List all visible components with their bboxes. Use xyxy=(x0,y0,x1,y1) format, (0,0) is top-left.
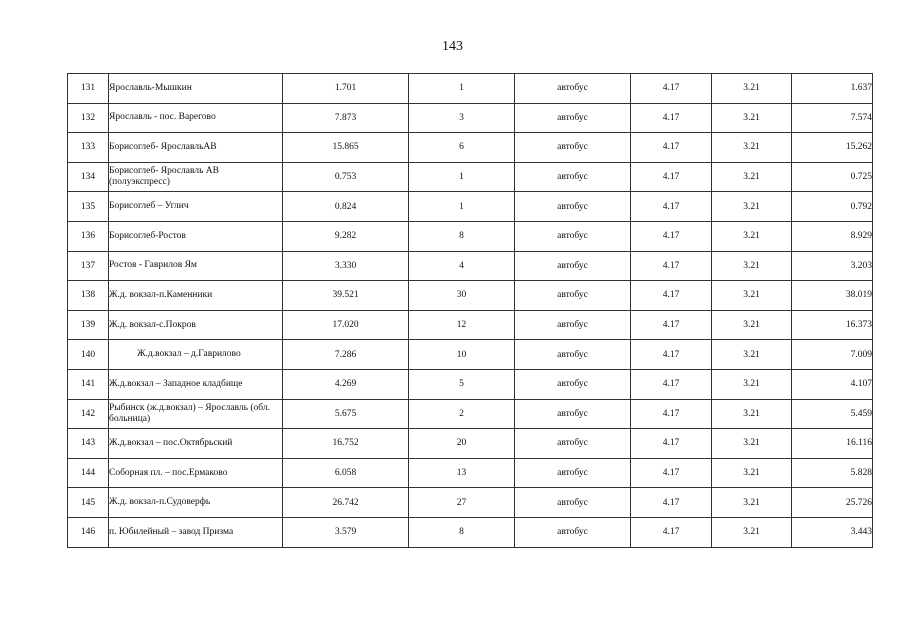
coefficient-b-cell: 3.21 xyxy=(712,458,792,488)
table-row xyxy=(68,74,873,104)
table-row xyxy=(68,251,873,281)
coefficient-a-cell: 4.17 xyxy=(631,251,712,281)
route-number-cell: 138 xyxy=(68,281,109,311)
route-result-cell: 0.792 xyxy=(792,192,873,222)
transport-type-cell: автобус xyxy=(515,251,631,281)
route-name-cell: Ж.д. вокзал-п.Судоверфь xyxy=(109,488,283,518)
transport-type-cell: автобус xyxy=(515,74,631,104)
page-number: 143 xyxy=(442,39,463,54)
route-count-cell: 3 xyxy=(409,103,515,133)
route-name-cell: Борисоглеб- ЯрославльАВ xyxy=(109,133,283,163)
route-result-cell: 1.637 xyxy=(792,74,873,104)
table-row xyxy=(68,369,873,399)
route-number-cell: 136 xyxy=(68,221,109,251)
route-length-cell: 1.701 xyxy=(283,74,409,104)
route-length-cell: 16.752 xyxy=(283,429,409,459)
transport-type-cell: автобус xyxy=(515,162,631,192)
route-number-cell: 132 xyxy=(68,103,109,133)
route-result-cell: 7.009 xyxy=(792,340,873,370)
route-length-cell: 0.753 xyxy=(283,162,409,192)
routes-table-body xyxy=(68,74,873,548)
route-length-cell: 15.865 xyxy=(283,133,409,163)
coefficient-b-cell: 3.21 xyxy=(712,103,792,133)
transport-type-cell: автобус xyxy=(515,488,631,518)
route-name-cell: Ж.д. вокзал-с.Покров xyxy=(109,310,283,340)
table-row xyxy=(68,458,873,488)
table-row xyxy=(68,488,873,518)
transport-type-cell: автобус xyxy=(515,429,631,459)
table-row xyxy=(68,517,873,547)
route-number-cell: 134 xyxy=(68,162,109,192)
route-name-cell: Ж.д. вокзал-п.Каменники xyxy=(109,281,283,311)
coefficient-b-cell: 3.21 xyxy=(712,133,792,163)
coefficient-a-cell: 4.17 xyxy=(631,162,712,192)
table-row xyxy=(68,192,873,222)
route-name-cell: Борисоглеб – Углич xyxy=(109,192,283,222)
route-length-cell: 7.873 xyxy=(283,103,409,133)
route-number-cell: 144 xyxy=(68,458,109,488)
route-result-cell: 16.373 xyxy=(792,310,873,340)
route-name-cell: Ярославль-Мышкин xyxy=(109,74,283,104)
transport-type-cell: автобус xyxy=(515,192,631,222)
coefficient-a-cell: 4.17 xyxy=(631,310,712,340)
table-row xyxy=(68,103,873,133)
route-count-cell: 2 xyxy=(409,399,515,429)
table-row xyxy=(68,133,873,163)
coefficient-b-cell: 3.21 xyxy=(712,281,792,311)
coefficient-a-cell: 4.17 xyxy=(631,488,712,518)
route-number-cell: 140 xyxy=(68,340,109,370)
coefficient-b-cell: 3.21 xyxy=(712,221,792,251)
transport-type-cell: автобус xyxy=(515,399,631,429)
routes-table xyxy=(67,73,873,548)
coefficient-a-cell: 4.17 xyxy=(631,429,712,459)
coefficient-a-cell: 4.17 xyxy=(631,192,712,222)
route-count-cell: 27 xyxy=(409,488,515,518)
coefficient-b-cell: 3.21 xyxy=(712,340,792,370)
route-length-cell: 9.282 xyxy=(283,221,409,251)
transport-type-cell: автобус xyxy=(515,340,631,370)
route-length-cell: 3.330 xyxy=(283,251,409,281)
route-name-cell: Борисоглеб-Ростов xyxy=(109,221,283,251)
route-name-cell: Борисоглеб- Ярославль АВ (полуэкспресс) xyxy=(109,162,283,192)
table-row xyxy=(68,162,873,192)
route-count-cell: 20 xyxy=(409,429,515,459)
route-name-cell: Рыбинск (ж.д.вокзал) – Ярославль (обл. больница) xyxy=(109,399,283,429)
route-result-cell: 3.203 xyxy=(792,251,873,281)
route-length-cell: 6.058 xyxy=(283,458,409,488)
route-result-cell: 7.574 xyxy=(792,103,873,133)
route-number-cell: 146 xyxy=(68,517,109,547)
route-name-cell: Ростов - Гаврилов Ям xyxy=(109,251,283,281)
route-count-cell: 10 xyxy=(409,340,515,370)
table-row xyxy=(68,340,873,370)
route-count-cell: 1 xyxy=(409,162,515,192)
transport-type-cell: автобус xyxy=(515,369,631,399)
transport-type-cell: автобус xyxy=(515,458,631,488)
coefficient-b-cell: 3.21 xyxy=(712,369,792,399)
table-row xyxy=(68,310,873,340)
coefficient-a-cell: 4.17 xyxy=(631,281,712,311)
coefficient-a-cell: 4.17 xyxy=(631,458,712,488)
route-length-cell: 5.675 xyxy=(283,399,409,429)
route-number-cell: 141 xyxy=(68,369,109,399)
route-count-cell: 1 xyxy=(409,192,515,222)
coefficient-b-cell: 3.21 xyxy=(712,429,792,459)
route-number-cell: 137 xyxy=(68,251,109,281)
coefficient-b-cell: 3.21 xyxy=(712,310,792,340)
coefficient-b-cell: 3.21 xyxy=(712,192,792,222)
coefficient-a-cell: 4.17 xyxy=(631,517,712,547)
route-name-cell: Ж.д.вокзал – д.Гаврилово xyxy=(109,340,283,370)
route-name-cell: Ж.д.вокзал – пос.Октябрьский xyxy=(109,429,283,459)
route-result-cell: 38.019 xyxy=(792,281,873,311)
table-row xyxy=(68,429,873,459)
table-row xyxy=(68,399,873,429)
coefficient-a-cell: 4.17 xyxy=(631,74,712,104)
coefficient-b-cell: 3.21 xyxy=(712,74,792,104)
coefficient-b-cell: 3.21 xyxy=(712,251,792,281)
route-length-cell: 39.521 xyxy=(283,281,409,311)
coefficient-a-cell: 4.17 xyxy=(631,399,712,429)
transport-type-cell: автобус xyxy=(515,221,631,251)
route-count-cell: 8 xyxy=(409,517,515,547)
route-number-cell: 135 xyxy=(68,192,109,222)
coefficient-b-cell: 3.21 xyxy=(712,517,792,547)
route-count-cell: 30 xyxy=(409,281,515,311)
coefficient-a-cell: 4.17 xyxy=(631,103,712,133)
route-name-cell: Ж.д.вокзал – Западное кладбище xyxy=(109,369,283,399)
route-name-cell: Ярославль - пос. Варегово xyxy=(109,103,283,133)
route-length-cell: 3.579 xyxy=(283,517,409,547)
route-length-cell: 17.020 xyxy=(283,310,409,340)
transport-type-cell: автобус xyxy=(515,310,631,340)
route-number-cell: 131 xyxy=(68,74,109,104)
route-name-cell: Соборная пл. – пос.Ермаково xyxy=(109,458,283,488)
route-count-cell: 6 xyxy=(409,133,515,163)
route-result-cell: 16.116 xyxy=(792,429,873,459)
coefficient-a-cell: 4.17 xyxy=(631,369,712,399)
route-result-cell: 3.443 xyxy=(792,517,873,547)
route-result-cell: 25.726 xyxy=(792,488,873,518)
route-count-cell: 4 xyxy=(409,251,515,281)
coefficient-b-cell: 3.21 xyxy=(712,399,792,429)
route-length-cell: 26.742 xyxy=(283,488,409,518)
table-row xyxy=(68,281,873,311)
table-row xyxy=(68,221,873,251)
route-number-cell: 142 xyxy=(68,399,109,429)
route-length-cell: 4.269 xyxy=(283,369,409,399)
route-count-cell: 13 xyxy=(409,458,515,488)
route-result-cell: 5.828 xyxy=(792,458,873,488)
route-number-cell: 133 xyxy=(68,133,109,163)
route-result-cell: 8.929 xyxy=(792,221,873,251)
route-length-cell: 7.286 xyxy=(283,340,409,370)
route-count-cell: 8 xyxy=(409,221,515,251)
route-number-cell: 145 xyxy=(68,488,109,518)
coefficient-a-cell: 4.17 xyxy=(631,340,712,370)
coefficient-b-cell: 3.21 xyxy=(712,488,792,518)
transport-type-cell: автобус xyxy=(515,133,631,163)
route-count-cell: 12 xyxy=(409,310,515,340)
coefficient-b-cell: 3.21 xyxy=(712,162,792,192)
transport-type-cell: автобус xyxy=(515,281,631,311)
route-count-cell: 1 xyxy=(409,74,515,104)
route-result-cell: 4.107 xyxy=(792,369,873,399)
coefficient-a-cell: 4.17 xyxy=(631,221,712,251)
route-length-cell: 0.824 xyxy=(283,192,409,222)
route-result-cell: 15.262 xyxy=(792,133,873,163)
route-name-cell: п. Юбилейный – завод Призма xyxy=(109,517,283,547)
transport-type-cell: автобус xyxy=(515,103,631,133)
coefficient-a-cell: 4.17 xyxy=(631,133,712,163)
route-result-cell: 5.459 xyxy=(792,399,873,429)
route-number-cell: 143 xyxy=(68,429,109,459)
transport-type-cell: автобус xyxy=(515,517,631,547)
route-number-cell: 139 xyxy=(68,310,109,340)
route-count-cell: 5 xyxy=(409,369,515,399)
route-result-cell: 0.725 xyxy=(792,162,873,192)
